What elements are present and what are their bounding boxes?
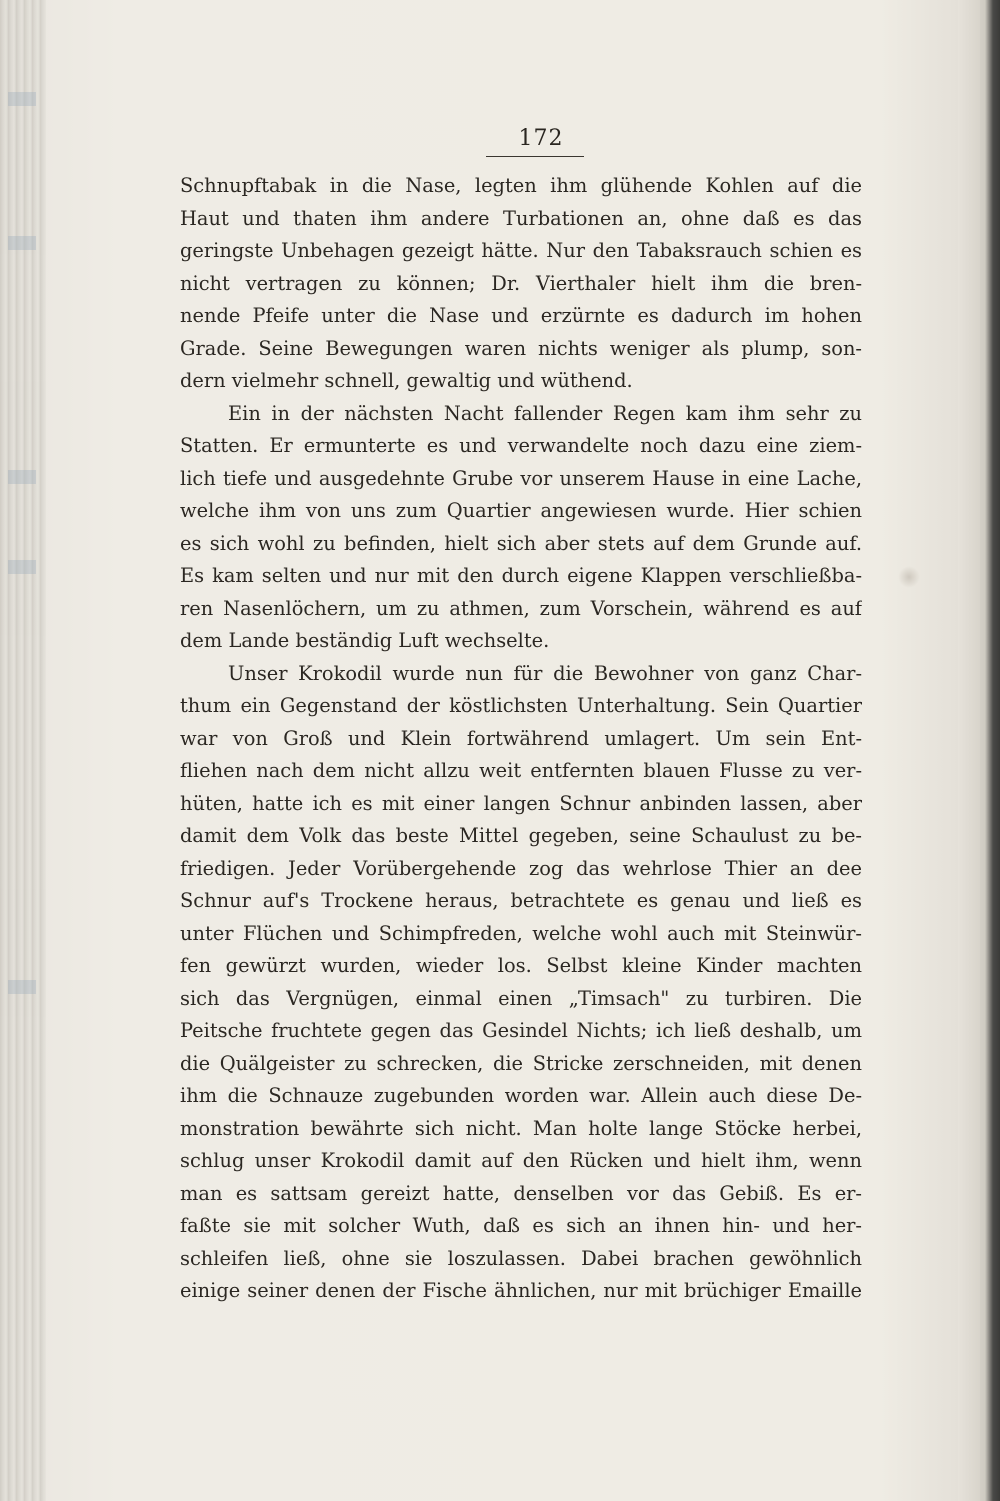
gutter-stain bbox=[8, 470, 36, 484]
text-line: Schnur auf's Trockene heraus, betrachtete es genau und ließ es bbox=[180, 889, 862, 912]
text-line: Peitsche fruchtete gegen das Gesindel Nichts; ich ließ deshalb, um bbox=[180, 1019, 862, 1042]
text-line: Ein in der nächsten Nacht fallender Regen kam ihm sehr zu bbox=[228, 401, 862, 425]
text-line: geringste Unbehagen gezeigt hätte. Nur den Tabaksrauch schien es bbox=[180, 239, 862, 262]
text-line: es sich wohl zu befinden, hielt sich aber stets auf dem Grunde auf. bbox=[180, 531, 862, 555]
text-line: Schnupftabak in die Nase, legten ihm glühende Kohlen auf die bbox=[180, 174, 862, 197]
gutter-stain bbox=[8, 236, 36, 250]
text-line: damit dem Volk das beste Mittel gegeben, seine Schaulust zu be- bbox=[180, 824, 862, 847]
paper-spot bbox=[898, 566, 920, 588]
text-line: schleifen ließ, ohne sie loszulassen. Dabei brachen gewöhnlich bbox=[180, 1246, 862, 1270]
gutter-stain bbox=[8, 92, 36, 106]
text-line: friedigen. Jeder Vorübergehende zog das wehrlose Thier an dee bbox=[180, 856, 862, 880]
text-line: dem Lande beständig Luft wechselte. bbox=[180, 629, 550, 652]
text-line: ren Nasenlöchern, um zu athmen, zum Vorschein, während es auf bbox=[180, 596, 862, 620]
text-line: faßte sie mit solcher Wuth, daß es sich an ihnen hin- und her- bbox=[180, 1214, 862, 1237]
text-line: fen gewürzt wurden, wieder los. Selbst kleine Kinder machten bbox=[180, 954, 862, 977]
text-line: einige seiner denen der Fische ähnlichen, nur mit brüchiger Emaille bbox=[180, 1279, 862, 1302]
text-line: man es sattsam gereizt hatte, denselben vor das Gebiß. Es er- bbox=[180, 1181, 862, 1205]
text-line: lich tiefe und ausgedehnte Grube vor unserem Hause in eine Lache, bbox=[180, 466, 862, 490]
text-line: war von Groß und Klein fortwährend umlagert. Um sein Ent- bbox=[180, 726, 862, 750]
page-number: 172 bbox=[518, 126, 564, 151]
text-line: nicht vertragen zu können; Dr. Vierthaler hielt ihm die bren- bbox=[180, 271, 862, 295]
text-line: schlug unser Krokodil damit auf den Rücken und hielt ihm, wenn bbox=[180, 1149, 862, 1172]
text-line: welche ihm von uns zum Quartier angewiesen wurde. Hier schien bbox=[180, 499, 862, 522]
text-line: dern vielmehr schnell, gewaltig und wüthend. bbox=[180, 369, 633, 392]
text-line: Grade. Seine Bewegungen waren nichts weniger als plump, son- bbox=[180, 336, 862, 360]
text-line: Haut und thaten ihm andere Turbationen an, ohne daß es das bbox=[180, 206, 862, 230]
page-edge bbox=[958, 0, 980, 1501]
text-line: Unser Krokodil wurde nun für die Bewohner von ganz Char- bbox=[228, 661, 862, 685]
gutter-stain bbox=[8, 980, 36, 994]
text-line: Statten. Er ermunterte es und verwandelte noch dazu eine ziem- bbox=[180, 434, 862, 457]
text-line: nende Pfeife unter die Nase und erzürnte es dadurch im hohen bbox=[180, 304, 862, 327]
text-line: Es kam selten und nur mit den durch eigene Klappen verschließba- bbox=[180, 564, 862, 587]
text-line: hüten, hatte ich es mit einer langen Schnur anbinden lassen, aber bbox=[180, 791, 862, 815]
text-line: ihm die Schnauze zugebunden worden war. Allein auch diese De- bbox=[180, 1084, 862, 1107]
text-line: fliehen nach dem nicht allzu weit entfernten blauen Flusse zu ver- bbox=[180, 759, 862, 782]
text-line: sich das Vergnügen, einmal einen „Timsach" zu turbiren. Die bbox=[180, 986, 862, 1010]
gutter-stain bbox=[8, 560, 36, 574]
text-line: unter Flüchen und Schimpfreden, welche wohl auch mit Steinwür- bbox=[180, 921, 862, 945]
text-line: thum ein Gegenstand der köstlichsten Unterhaltung. Sein Quartier bbox=[180, 694, 862, 717]
text-line: monstration bewährte sich nicht. Man holte lange Stöcke herbei, bbox=[180, 1116, 862, 1140]
book-gutter bbox=[0, 0, 46, 1501]
body-text bbox=[180, 170, 862, 1308]
header-rule bbox=[486, 156, 584, 157]
text-line: die Quälgeister zu schrecken, die Stricke zerschneiden, mit denen bbox=[180, 1051, 862, 1075]
